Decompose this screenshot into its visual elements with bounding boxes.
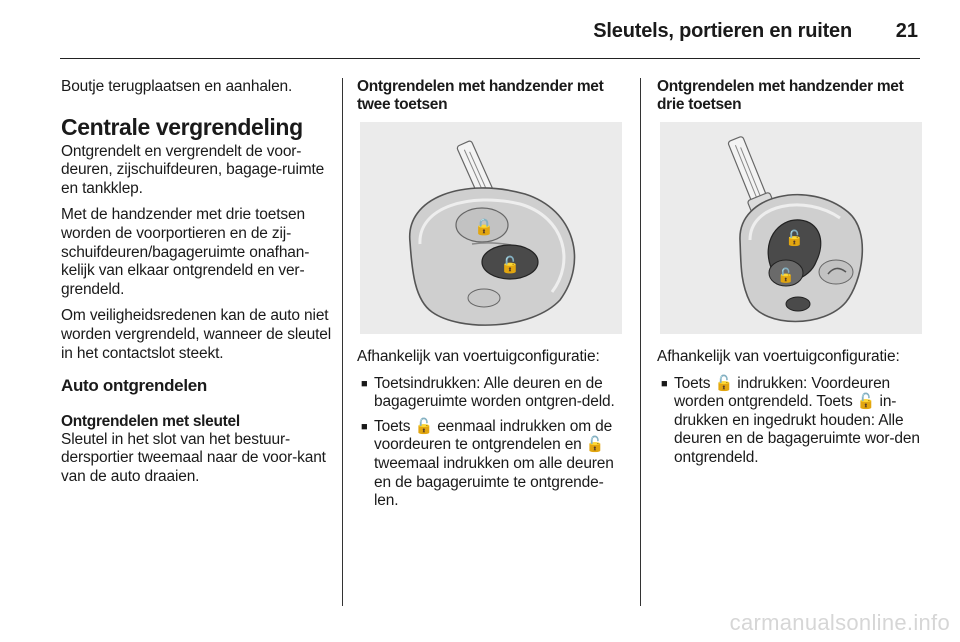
- subsection-heading: Auto ontgrendelen: [61, 376, 207, 396]
- column-divider: [342, 78, 343, 606]
- list-item-text: Toets: [374, 417, 411, 435]
- sub-subsection-heading: Ontgrendelen met handzender met drie toetsen: [657, 78, 904, 113]
- two-button-remote-illustration: [360, 122, 622, 334]
- column-2: [357, 78, 625, 517]
- list-item-text: Toetsindrukken: Alle deuren en de bagageruimte worden ontgren-deld.: [374, 374, 615, 411]
- column-1: [61, 78, 333, 495]
- list-item-text: tweemaal indrukken om alle deuren en de bagageruimte te ontgrende-len.: [374, 454, 614, 510]
- bullet-icon: ■: [361, 420, 368, 433]
- bullet-icon: ■: [661, 377, 668, 390]
- svg-text:🔓: 🔓: [777, 268, 795, 284]
- paragraph: Met de handzender met drie toetsen worden de voorportieren en de zij-schuifdeuren/bagageruimte onafhan-kelijk van elkaar ontgrendeld en ver-grendeld.: [61, 206, 310, 298]
- unlock-icon: 🔓: [585, 436, 605, 454]
- key-fob-three-buttons-icon: [660, 122, 922, 334]
- section-heading: Centrale vergrendeling: [61, 113, 303, 140]
- paragraph: Afhankelijk van voertuigconfiguratie:: [657, 348, 900, 365]
- column-divider: [640, 78, 641, 606]
- unlock-icon: 🔓: [856, 393, 876, 411]
- watermark: carmanualsonline.info: [729, 610, 950, 635]
- list-item: [357, 375, 625, 412]
- unlock-icon: 🔓: [414, 417, 434, 435]
- list-item-text: Toets: [674, 374, 711, 392]
- list-item-text: indrukken: Voordeuren worden ontgrendeld. Toets: [674, 374, 891, 411]
- paragraph: Sleutel in het slot van het bestuur-dersportier tweemaal naar de voor-kant van de auto draaien.: [61, 430, 326, 485]
- page-title: Sleutels, portieren en ruiten: [593, 20, 852, 42]
- bullet-list: [357, 375, 625, 511]
- key-fob-two-buttons-icon: [360, 122, 622, 334]
- paragraph: Afhankelijk van voertuigconfiguratie:: [357, 348, 600, 365]
- three-button-remote-illustration: [660, 122, 922, 334]
- list-item-text: eenmaal indrukken om de voordeuren te ontgrendelen en: [374, 417, 613, 454]
- sub-subsection-heading: Ontgrendelen met sleutel: [61, 412, 240, 430]
- intro-text: Boutje terugplaatsen en aanhalen.: [61, 78, 293, 95]
- page-header: [60, 0, 920, 59]
- list-item: [657, 375, 923, 468]
- paragraph: Ontgrendelt en vergrendelt de voor-deuren, zijschuifdeuren, bagage-ruimte en tankklep.: [61, 142, 325, 197]
- sub-subsection-heading: Ontgrendelen met handzender met twee toetsen: [357, 78, 604, 113]
- svg-text:🔓: 🔓: [785, 229, 804, 247]
- svg-text:🔓: 🔓: [500, 255, 520, 274]
- bullet-list: [657, 375, 923, 468]
- unlock-icon: 🔓: [714, 374, 734, 392]
- svg-text:🔒: 🔒: [474, 217, 494, 236]
- paragraph: Om veiligheidsredenen kan de auto niet worden vergrendeld, wanneer de sleutel in het contactslot steekt.: [61, 307, 332, 362]
- page-number: 21: [895, 20, 918, 42]
- column-3: [657, 78, 923, 474]
- list-item: [357, 418, 625, 511]
- bullet-icon: ■: [361, 377, 368, 390]
- list-item-text: in-drukken en ingedrukt houden: Alle deuren en de bagageruimte wor-den ontgrendeld.: [674, 393, 920, 466]
